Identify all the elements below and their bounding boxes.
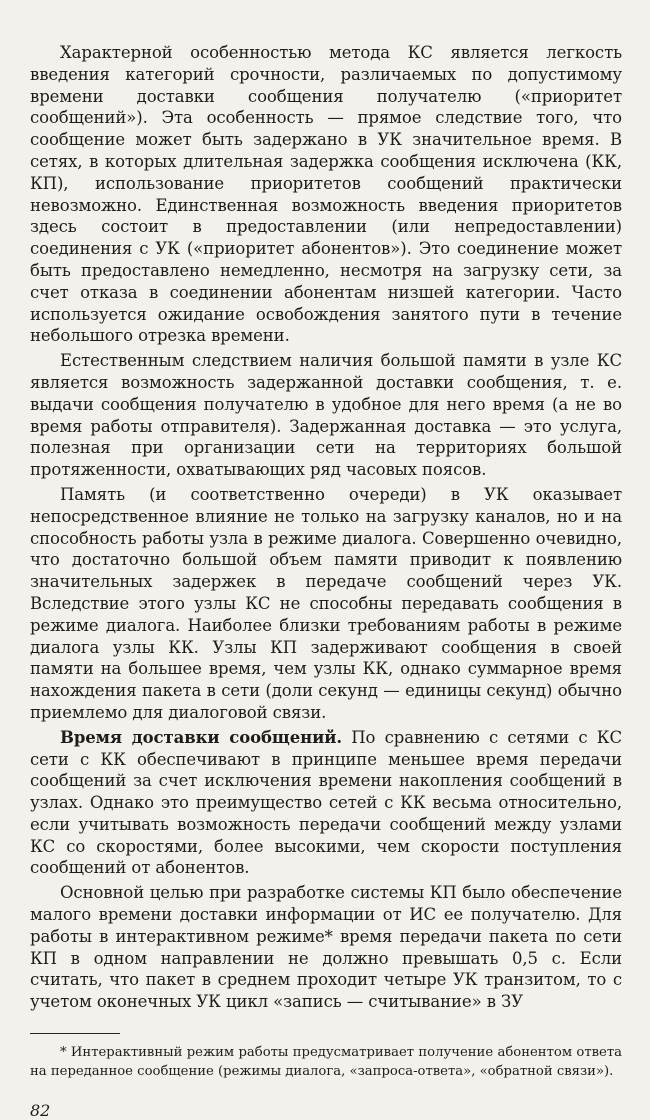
paragraph-delivery-time <box>30 727 622 880</box>
footnote: * Интерактивный режим работы предусматривает получение абонентом ответа на переданное сообщение (режимы диалога, «запроса-ответа», «обратной связи»). <box>30 1045 622 1080</box>
paragraph-delayed-delivery: Естественным следствием наличия большой памяти в узле КС является возможность задержанной доставки сообщения, т. е. выдачи сообщения получателю в удобное для него время (а не во время работы отправителя). Задержанная доставка — это услуга, полезная при организации сети на территориях большой протяженности, охватывающих ряд часовых поясов. <box>30 351 622 480</box>
footnote-divider <box>30 1033 120 1034</box>
paragraph-kp-goal: Основной целью при разработке системы КП было обеспечение малого времени доставки информации от ИС ее получателю. Для работы в интерактивном режиме* время передачи пакета по сети КП в одном направлении не должно превышать 0,5 с. Если считать, что пакет в среднем проходит четыре УК транзитом, то с учетом оконечных УК цикл «запись — считывание» в ЗУ <box>30 883 622 1012</box>
delivery-time-text: По сравнению с сетями с КС сети с КК обеспечивают в принципе меньшее время передачи сообщений за счет исключения времени накопления сообщений в узлах. Однако это преимущество сетей с КК весьма относительно, если учитывать возможность передачи сообщений между узлами КС со скоростями, более высокими, чем скорости поступления сообщений от абонентов. <box>30 727 622 878</box>
page-number: 82 <box>30 1101 51 1120</box>
paragraph-priority: Характерной особенностью метода КС является легкость введения категорий срочности, различаемых по допустимому времени доставки сообщения получателю («приоритет сообщений»). Эта особенность — прямое следствие того, что сообщение может быть задержано в УК значительное время. В сетях, в которых длительная задержка сообщения исключена (КК, КП), использование приоритетов сообщений практически невозможно. Единственная возможность введения приоритетов здесь состоит в предоставлении (или непредоставлении) соединения с УК («приоритет абонентов»). Это соединение может быть предоставлено немедленно, несмотря на загрузку сети, за счет отказа в соединении абонентам низшей категории. Часто используется ожидание освобождения занятого пути в течение небольшого отрезка времени. <box>30 43 622 346</box>
book-page <box>30 42 622 1120</box>
delivery-time-heading: Время доставки сообщений. <box>60 727 342 747</box>
paragraph-memory-dialog: Память (и соответственно очереди) в УК оказывает непосредственное влияние не только на загрузку каналов, но и на способность работы узла в режиме диалога. Совершенно очевидно, что достаточно большой объем памяти приводит к появлению значительных задержек в передаче сообщений через УК. Вследствие этого узлы КС не способны передавать сообщения в режиме диалога. Наиболее близки требованиям работы в режиме диалога узлы КК. Узлы КП задерживают сообщения в своей памяти на большее время, чем узлы КК, однако суммарное время нахождения пакета в сети (доли секунд — единицы секунд) обычно приемлемо для диалоговой связи. <box>30 484 622 722</box>
